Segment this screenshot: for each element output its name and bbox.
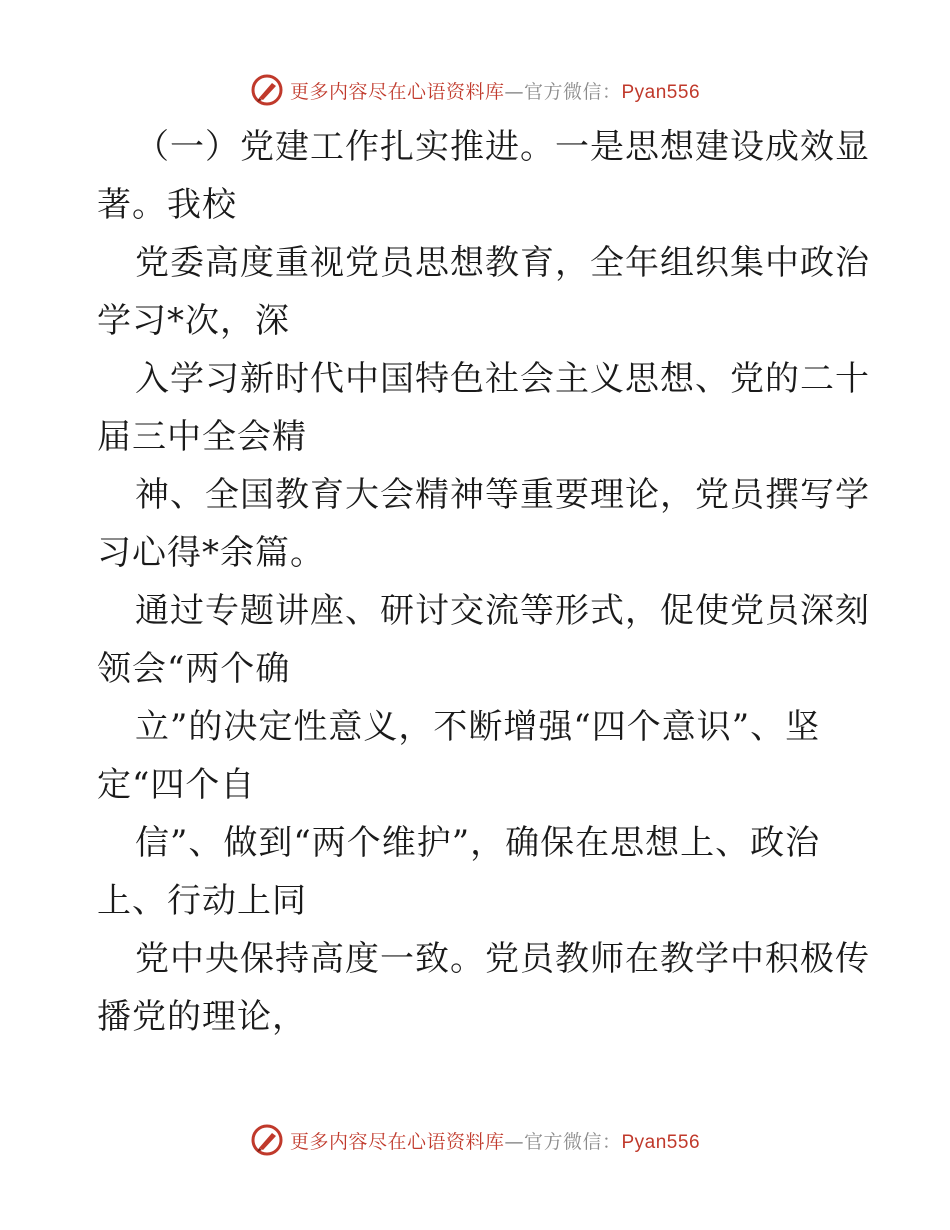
pen-seal-icon bbox=[250, 73, 284, 107]
body-line: 领会“两个确 bbox=[97, 649, 291, 689]
banner-wechat-label: 官方微信： bbox=[523, 80, 622, 103]
banner-dash: — bbox=[504, 80, 524, 103]
banner-wechat-label: 官方微信： bbox=[523, 1130, 622, 1153]
banner-wechat-id: Pyan556 bbox=[621, 81, 701, 103]
body-line: 上、行动上同 bbox=[97, 881, 307, 921]
banner-wechat-id: Pyan556 bbox=[621, 1131, 701, 1153]
banner-brand: 更多内容尽在心语资料库 bbox=[289, 1130, 505, 1153]
body-line: 届三中全会精 bbox=[97, 417, 307, 457]
banner-brand: 更多内容尽在心语资料库 bbox=[289, 80, 505, 103]
body-line: 入学习新时代中国特色社会主义思想、党的二十 bbox=[135, 359, 870, 399]
body-line: （一）党建工作扎实推进。一是思想建设成效显 bbox=[135, 127, 870, 167]
body-line: 著。我校 bbox=[97, 185, 237, 225]
body-line: 党中央保持高度一致。党员教师在教学中积极传 bbox=[135, 939, 870, 979]
body-line: 习心得*余篇。 bbox=[97, 533, 325, 573]
pen-seal-icon bbox=[250, 1123, 284, 1157]
body-line: 播党的理论， bbox=[97, 997, 307, 1037]
banner-text bbox=[290, 77, 700, 104]
body-text bbox=[97, 118, 870, 1046]
body-line: 信”、做到“两个维护”，确保在思想上、政治 bbox=[135, 823, 821, 863]
body-line: 立”的决定性意义，不断增强“四个意识”、坚 bbox=[135, 707, 821, 747]
body-line: 神、全国教育大会精神等重要理论，党员撰写学 bbox=[135, 475, 870, 515]
body-line: 定“四个自 bbox=[97, 765, 256, 805]
header-banner bbox=[0, 70, 950, 110]
footer-banner bbox=[0, 1120, 950, 1160]
banner-dash: — bbox=[504, 1130, 524, 1153]
banner-text bbox=[290, 1127, 700, 1154]
body-line: 通过专题讲座、研讨交流等形式，促使党员深刻 bbox=[135, 591, 870, 631]
body-line: 学习*次，深 bbox=[97, 301, 290, 341]
body-line: 党委高度重视党员思想教育，全年组织集中政治 bbox=[135, 243, 870, 283]
